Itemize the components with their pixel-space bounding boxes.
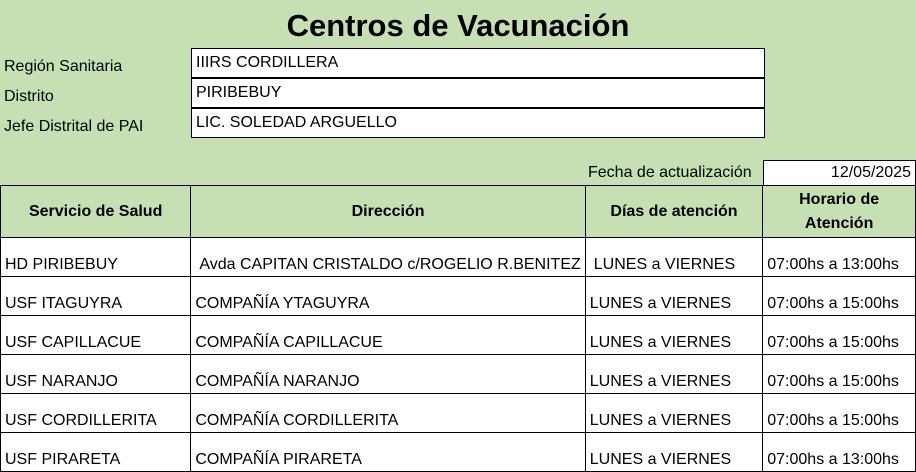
- region-label: Región Sanitaria: [4, 58, 123, 75]
- hours-cell[interactable]: 07:00hs a 15:00hs: [763, 316, 916, 355]
- address-cell[interactable]: COMPAÑÍA CORDILLERITA: [191, 394, 585, 433]
- region-value-cell[interactable]: IIIRS CORDILLERA: [191, 48, 765, 78]
- header-service[interactable]: Servicio de Salud: [1, 186, 191, 238]
- table-row: [1, 277, 916, 316]
- service-cell[interactable]: HD PIRIBEBUY: [1, 238, 191, 277]
- header-hours[interactable]: Horario de Atención: [763, 186, 916, 238]
- update-date-label: Fecha de actualización: [588, 164, 752, 181]
- table-row: [1, 355, 916, 394]
- hours-cell[interactable]: 07:00hs a 13:00hs: [763, 238, 916, 277]
- table-row: [1, 238, 916, 277]
- header-address[interactable]: Dirección: [191, 186, 585, 238]
- district-label: Distrito: [4, 88, 54, 105]
- table-row: [1, 316, 916, 355]
- days-cell[interactable]: LUNES a VIERNES: [585, 316, 762, 355]
- hours-cell[interactable]: 07:00hs a 15:00hs: [763, 394, 916, 433]
- hours-cell[interactable]: 07:00hs a 15:00hs: [763, 355, 916, 394]
- page-title: Centros de Vacunación: [286, 8, 630, 43]
- hours-cell[interactable]: 07:00hs a 15:00hs: [763, 277, 916, 316]
- update-date-cell[interactable]: 12/05/2025: [763, 160, 916, 185]
- address-cell[interactable]: Avda CAPITAN CRISTALDO c/ROGELIO R.BENITEZ: [191, 238, 585, 277]
- service-cell[interactable]: USF ITAGUYRA: [1, 277, 191, 316]
- days-cell[interactable]: LUNES a VIERNES: [585, 433, 762, 472]
- hours-cell[interactable]: 07:00hs a 13:00hs: [763, 433, 916, 472]
- address-cell[interactable]: COMPAÑÍA PIRARETA: [191, 433, 585, 472]
- address-cell[interactable]: COMPAÑÍA YTAGUYRA: [191, 277, 585, 316]
- service-cell[interactable]: USF CAPILLACUE: [1, 316, 191, 355]
- table-row: [1, 394, 916, 433]
- days-cell[interactable]: LUNES a VIERNES: [585, 394, 762, 433]
- days-cell[interactable]: LUNES a VIERNES: [585, 355, 762, 394]
- chief-value-cell[interactable]: LIC. SOLEDAD ARGUELLO: [191, 108, 765, 138]
- address-cell[interactable]: COMPAÑÍA NARANJO: [191, 355, 585, 394]
- chief-label: Jefe Distrital de PAI: [4, 118, 144, 135]
- days-cell[interactable]: LUNES a VIERNES: [585, 277, 762, 316]
- address-cell[interactable]: COMPAÑÍA CAPILLACUE: [191, 316, 585, 355]
- header-days[interactable]: Días de atención: [585, 186, 762, 238]
- vaccination-centers-table: [0, 185, 916, 472]
- service-cell[interactable]: USF CORDILLERITA: [1, 394, 191, 433]
- table-header-row: [1, 186, 916, 238]
- service-cell[interactable]: USF PIRARETA: [1, 433, 191, 472]
- days-cell[interactable]: LUNES a VIERNES: [585, 238, 762, 277]
- district-value-cell[interactable]: PIRIBEBUY: [191, 78, 765, 108]
- service-cell[interactable]: USF NARANJO: [1, 355, 191, 394]
